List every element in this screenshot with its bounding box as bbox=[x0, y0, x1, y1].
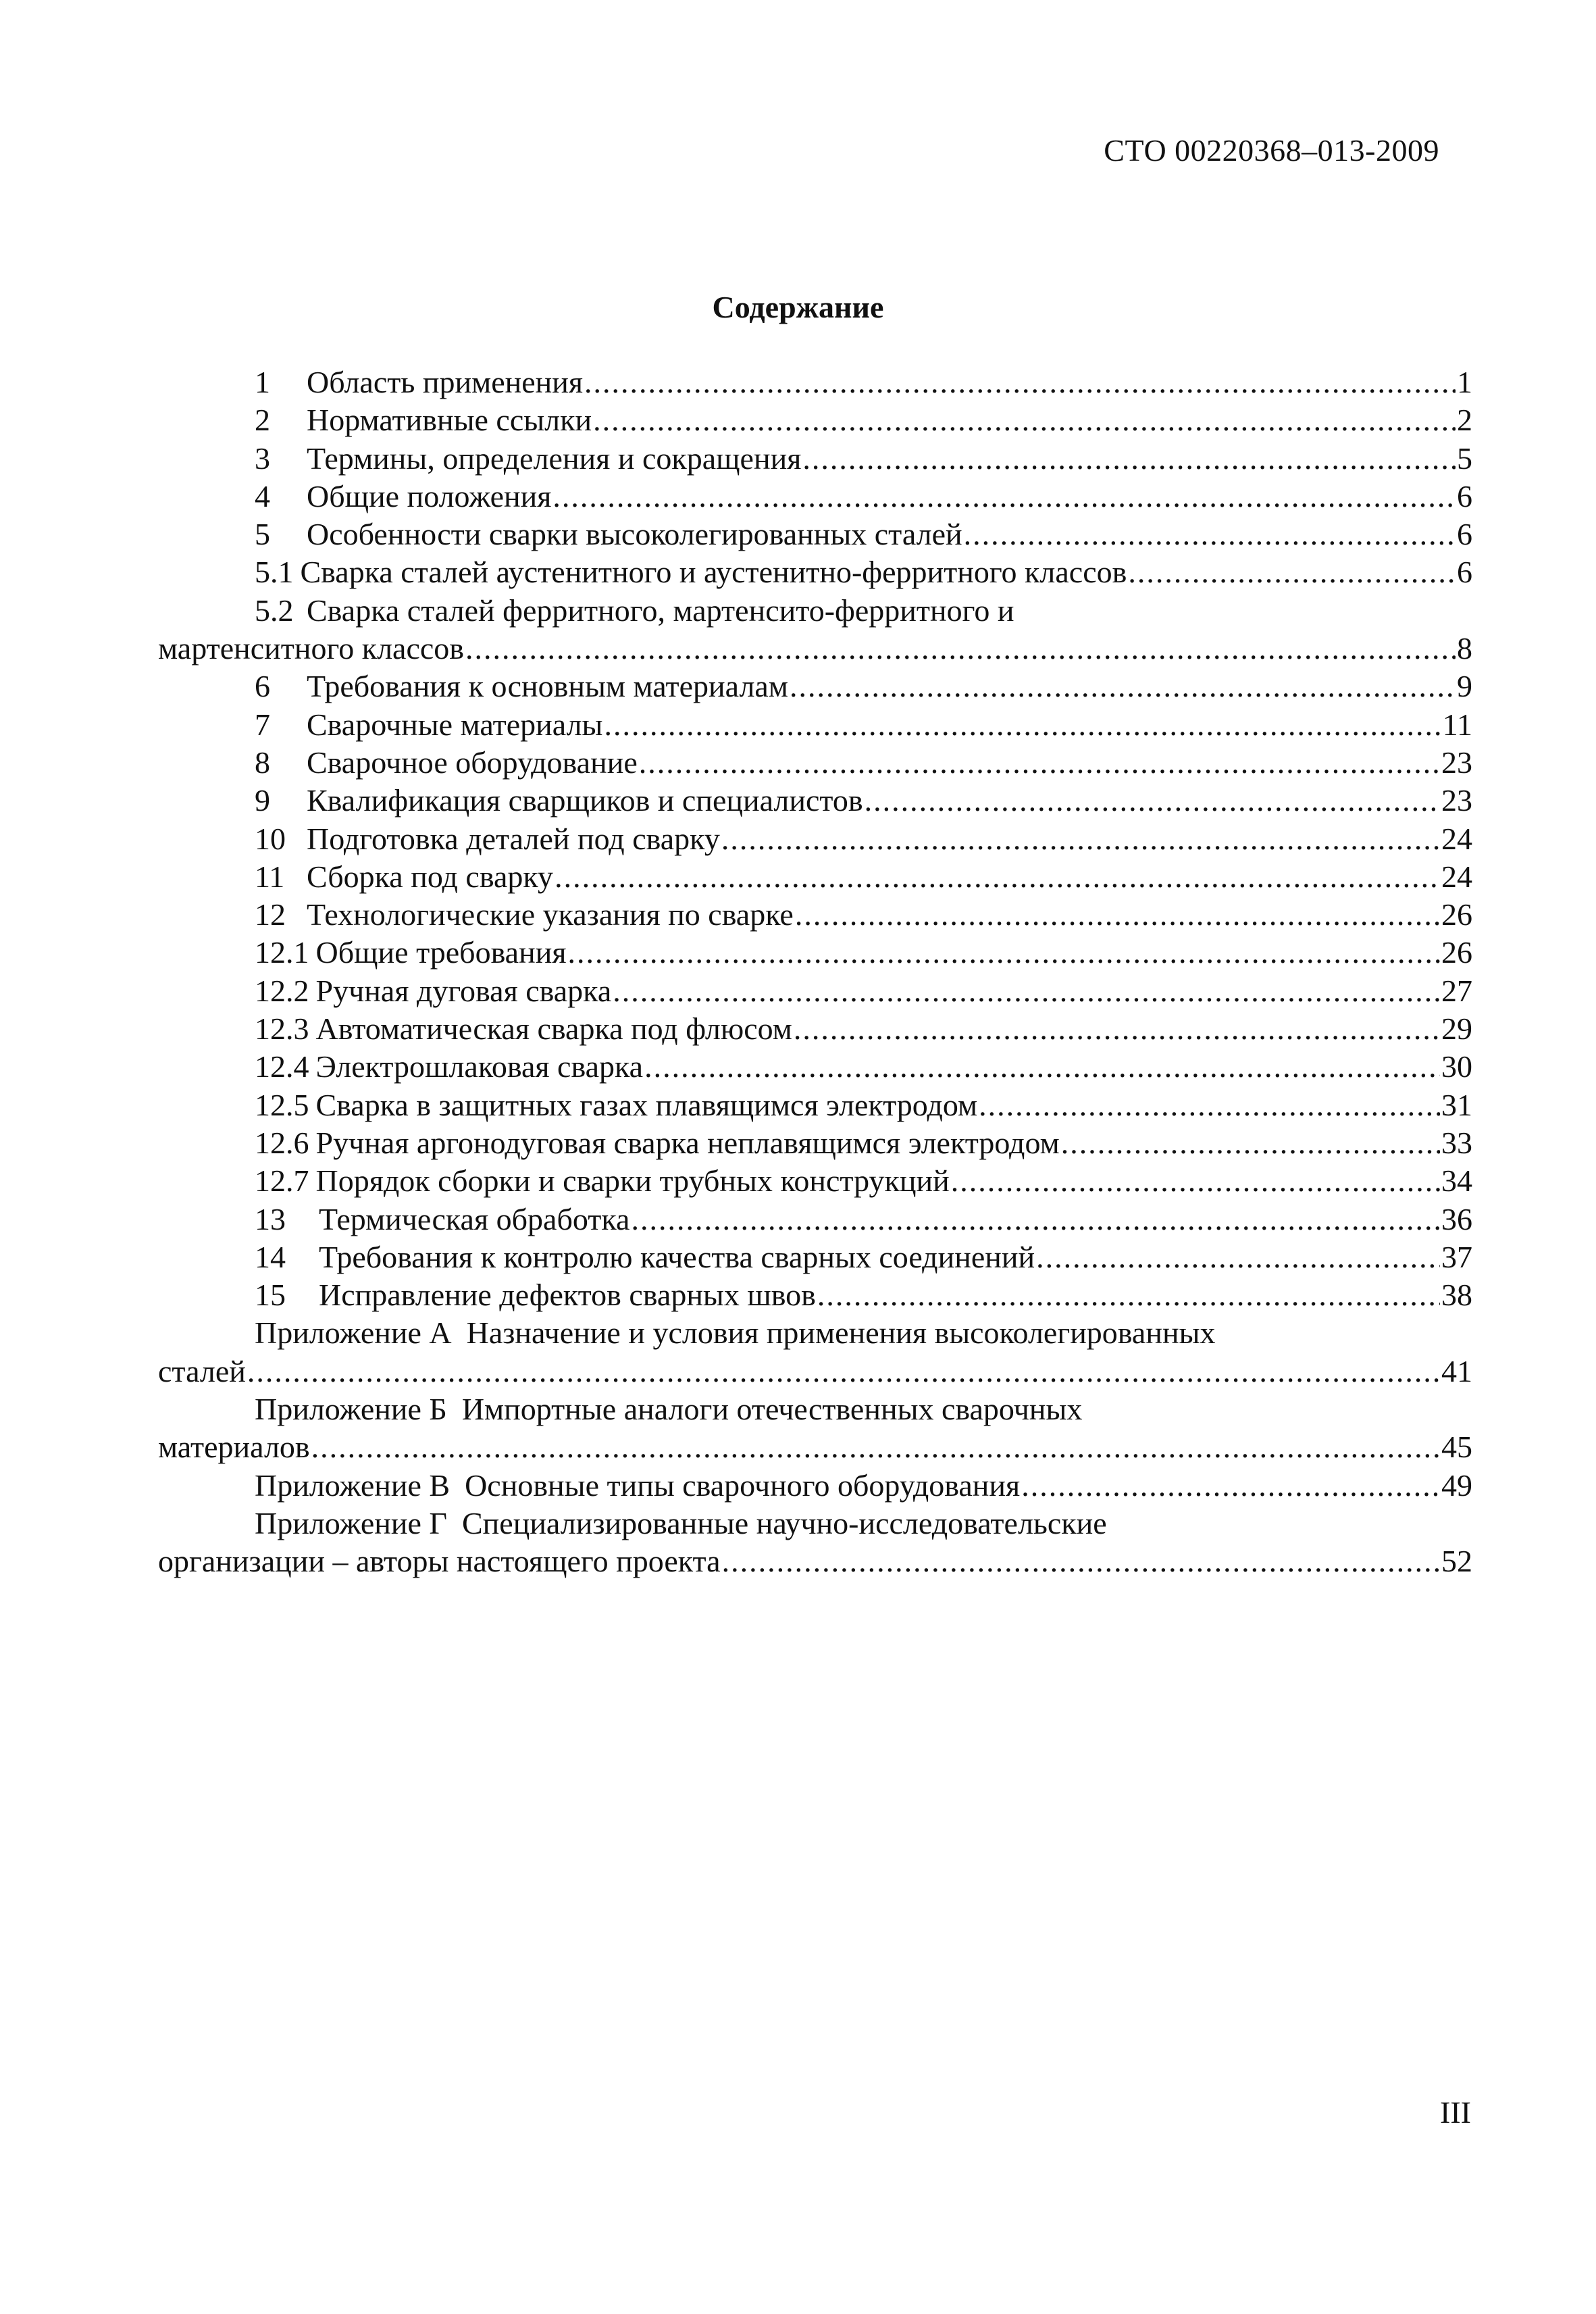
dot-leader bbox=[865, 782, 1440, 820]
toc-entry-continuation bbox=[158, 1542, 1472, 1580]
toc-entry-title: Квалификация сварщиков и специалистов bbox=[307, 783, 863, 818]
dot-leader bbox=[465, 630, 1456, 668]
toc-entry-number: 12.7 bbox=[255, 1163, 309, 1199]
toc-entry-title: Импортные аналоги отечественных сварочных bbox=[461, 1392, 1083, 1427]
toc-entry-page: 33 bbox=[1441, 1125, 1472, 1160]
toc-entry-page: 23 bbox=[1441, 783, 1472, 818]
toc-entry-number: 5 bbox=[255, 517, 270, 552]
dot-leader bbox=[584, 363, 1456, 401]
toc-entry bbox=[158, 1162, 1472, 1200]
dot-leader bbox=[794, 1010, 1440, 1048]
toc-entry-number: 1 bbox=[255, 365, 270, 399]
toc-entry-title: Сварочные материалы bbox=[307, 707, 603, 742]
toc-entry-title: Автоматическая сварка под флюсом bbox=[315, 1011, 792, 1047]
toc-entry-page: 27 bbox=[1441, 973, 1472, 1008]
toc-entry-number: 4 bbox=[255, 478, 270, 513]
dot-leader bbox=[555, 858, 1440, 896]
toc-entry bbox=[158, 820, 1472, 858]
toc-entry-number: 5.1 bbox=[255, 555, 294, 590]
toc-entry bbox=[158, 1201, 1472, 1238]
toc-entry-title: Нормативные ссылки bbox=[307, 403, 592, 438]
toc-entry-page: 36 bbox=[1441, 1201, 1472, 1236]
toc-entry-number: 7 bbox=[255, 707, 270, 742]
toc-entry bbox=[158, 401, 1472, 439]
toc-entry-title-continuation: организации – авторы настоящего проекта bbox=[158, 1544, 721, 1579]
toc-entry bbox=[158, 858, 1472, 896]
toc-entry-number: 10 bbox=[255, 821, 286, 856]
toc-entry-page: 38 bbox=[1441, 1278, 1472, 1313]
toc-entry-page: 26 bbox=[1441, 935, 1472, 970]
document-code: СТО 00220368–013-2009 bbox=[1104, 133, 1439, 168]
toc-entry-title-continuation: сталей bbox=[158, 1353, 246, 1388]
dot-leader bbox=[1128, 553, 1456, 591]
toc-entry-page: 6 bbox=[1457, 478, 1472, 513]
toc-entry-number: 12.6 bbox=[255, 1125, 309, 1160]
dot-leader bbox=[1036, 1238, 1440, 1276]
toc-entry bbox=[158, 934, 1472, 972]
toc-entry bbox=[158, 1314, 1472, 1352]
toc-entry bbox=[158, 1505, 1472, 1542]
toc-entry-number: 11 bbox=[255, 859, 285, 894]
dot-leader bbox=[644, 1048, 1440, 1086]
toc-entry-title: Требования к основным материалам bbox=[307, 669, 788, 704]
toc-entry-title: Технологические указания по сварке bbox=[307, 897, 794, 932]
toc-entry-title: Ручная аргонодуговая сварка неплавящимся электродом bbox=[315, 1125, 1060, 1160]
toc-entry-number: 12 bbox=[255, 897, 286, 932]
toc-entry-number: 12.4 bbox=[255, 1049, 309, 1084]
toc-entry bbox=[158, 1276, 1472, 1314]
toc-entry-page: 24 bbox=[1441, 821, 1472, 856]
toc-entry-title: Требования к контролю качества сварных соединений bbox=[319, 1239, 1035, 1274]
toc-entry bbox=[158, 515, 1472, 553]
toc-entry-number: Приложение Б bbox=[255, 1392, 447, 1427]
toc-entry-page: 26 bbox=[1441, 897, 1472, 932]
dot-leader bbox=[1061, 1124, 1440, 1162]
toc-entry-number: 13 bbox=[255, 1201, 286, 1236]
toc-entry bbox=[158, 1238, 1472, 1276]
dot-leader bbox=[311, 1428, 1440, 1466]
dot-leader bbox=[247, 1353, 1440, 1390]
toc-entry bbox=[158, 553, 1472, 591]
toc-entry-page: 8 bbox=[1457, 631, 1472, 666]
toc-entry-page: 37 bbox=[1441, 1239, 1472, 1274]
dot-leader bbox=[721, 820, 1440, 858]
toc-entry-page: 5 bbox=[1457, 441, 1472, 476]
toc-entry-number: Приложение А bbox=[255, 1315, 452, 1351]
toc-entry-page: 29 bbox=[1441, 1011, 1472, 1047]
toc-entry-title: Область применения bbox=[307, 365, 584, 399]
dot-leader bbox=[951, 1162, 1440, 1200]
toc-entry bbox=[158, 478, 1472, 515]
dot-leader bbox=[802, 440, 1456, 478]
toc-entry bbox=[158, 1124, 1472, 1162]
toc-entry-page: 2 bbox=[1457, 403, 1472, 438]
toc-entry bbox=[158, 1467, 1472, 1505]
toc-entry-continuation bbox=[158, 1353, 1472, 1390]
toc-entry-title: Назначение и условия применения высоколегированных bbox=[466, 1315, 1216, 1351]
toc-entry-page: 31 bbox=[1441, 1087, 1472, 1122]
toc-entry bbox=[158, 668, 1472, 705]
toc-entry-page: 6 bbox=[1457, 517, 1472, 552]
dot-leader bbox=[613, 972, 1440, 1010]
toc-entry-page: 34 bbox=[1441, 1163, 1472, 1199]
toc-entry-page: 6 bbox=[1457, 555, 1472, 590]
dot-leader bbox=[964, 515, 1456, 553]
toc-entry-title: Исправление дефектов сварных швов bbox=[319, 1278, 816, 1313]
toc-entry-number: 12.1 bbox=[255, 935, 309, 970]
dot-leader bbox=[722, 1542, 1440, 1580]
toc-entry-number: 3 bbox=[255, 441, 270, 476]
toc-entry-title: Общие положения bbox=[307, 478, 552, 513]
toc-entry-number: 15 bbox=[255, 1278, 286, 1313]
toc-entry-page: 41 bbox=[1441, 1353, 1472, 1388]
toc-entry-number: 5.2 bbox=[255, 593, 294, 628]
toc-entry-number: 8 bbox=[255, 745, 270, 780]
dot-leader bbox=[568, 934, 1441, 972]
table-of-contents bbox=[158, 363, 1472, 1581]
toc-entry-title: Сварка сталей ферритного, мартенсито-ферритного и bbox=[307, 593, 1014, 628]
toc-entry bbox=[158, 896, 1472, 934]
toc-entry-continuation bbox=[158, 630, 1472, 668]
toc-entry bbox=[158, 363, 1472, 401]
toc-entry-page: 1 bbox=[1457, 365, 1472, 399]
toc-title: Содержание bbox=[712, 290, 884, 324]
toc-entry-title: Электрошлаковая сварка bbox=[315, 1049, 644, 1084]
toc-entry bbox=[158, 592, 1472, 630]
toc-entry-number: 12.2 bbox=[255, 973, 309, 1008]
toc-entry bbox=[158, 440, 1472, 478]
dot-leader bbox=[593, 401, 1456, 439]
toc-entry bbox=[158, 744, 1472, 782]
dot-leader bbox=[790, 668, 1456, 705]
toc-entry-title: Особенности сварки высоколегированных сталей bbox=[307, 517, 962, 552]
toc-entry-page: 9 bbox=[1457, 669, 1472, 704]
toc-entry-title-continuation: мартенситного классов bbox=[158, 631, 464, 666]
toc-entry-page: 30 bbox=[1441, 1049, 1472, 1084]
toc-entry-page: 23 bbox=[1441, 745, 1472, 780]
toc-entry bbox=[158, 706, 1472, 744]
toc-entry bbox=[158, 972, 1472, 1010]
toc-entry-title: Сварка сталей аустенитного и аустенитно-ферритного классов bbox=[300, 555, 1127, 590]
toc-entry-title: Сборка под сварку bbox=[307, 859, 554, 894]
toc-entry-page: 11 bbox=[1442, 707, 1472, 742]
page-number: III bbox=[1440, 2095, 1471, 2130]
toc-entry bbox=[158, 1048, 1472, 1086]
toc-entry-title: Общие требования bbox=[315, 935, 567, 970]
dot-leader bbox=[639, 744, 1440, 782]
dot-leader bbox=[604, 706, 1441, 744]
toc-entry bbox=[158, 1390, 1472, 1428]
toc-entry-title: Специализированные научно-исследовательские bbox=[461, 1505, 1107, 1540]
toc-entry-number: Приложение Г bbox=[255, 1505, 447, 1540]
toc-entry-number: 12.5 bbox=[255, 1087, 309, 1122]
toc-entry-page: 52 bbox=[1441, 1544, 1472, 1579]
toc-entry-title: Подготовка деталей под сварку bbox=[307, 821, 720, 856]
toc-entry-title: Термическая обработка bbox=[319, 1201, 630, 1236]
toc-entry-number: 14 bbox=[255, 1239, 286, 1274]
toc-entry-page: 45 bbox=[1441, 1430, 1472, 1465]
dot-leader bbox=[631, 1201, 1440, 1238]
toc-entry-title-continuation: материалов bbox=[158, 1430, 310, 1465]
toc-entry bbox=[158, 1010, 1472, 1048]
toc-entry-title: Термины, определения и сокращения bbox=[307, 441, 802, 476]
toc-entry-title: Ручная дуговая сварка bbox=[315, 973, 612, 1008]
dot-leader bbox=[552, 478, 1456, 515]
toc-entry-number: 2 bbox=[255, 403, 270, 438]
toc-entry bbox=[158, 782, 1472, 820]
dot-leader bbox=[795, 896, 1440, 934]
toc-entry-page: 49 bbox=[1441, 1467, 1472, 1503]
toc-entry-number: 9 bbox=[255, 783, 270, 818]
toc-entry-number: Приложение В bbox=[255, 1467, 451, 1503]
toc-entry-page: 24 bbox=[1441, 859, 1472, 894]
dot-leader bbox=[979, 1086, 1440, 1124]
toc-entry-title: Порядок сборки и сварки трубных конструкций bbox=[315, 1163, 950, 1199]
dot-leader bbox=[1021, 1467, 1440, 1505]
dot-leader bbox=[817, 1276, 1440, 1314]
toc-entry-number: 12.3 bbox=[255, 1011, 309, 1047]
toc-entry bbox=[158, 1086, 1472, 1124]
toc-entry-number: 6 bbox=[255, 669, 270, 704]
toc-entry-title: Сварочное оборудование bbox=[307, 745, 638, 780]
toc-entry-continuation bbox=[158, 1428, 1472, 1466]
toc-entry-title: Основные типы сварочного оборудования bbox=[465, 1467, 1021, 1503]
toc-entry-title: Сварка в защитных газах плавящимся электродом bbox=[315, 1087, 978, 1122]
